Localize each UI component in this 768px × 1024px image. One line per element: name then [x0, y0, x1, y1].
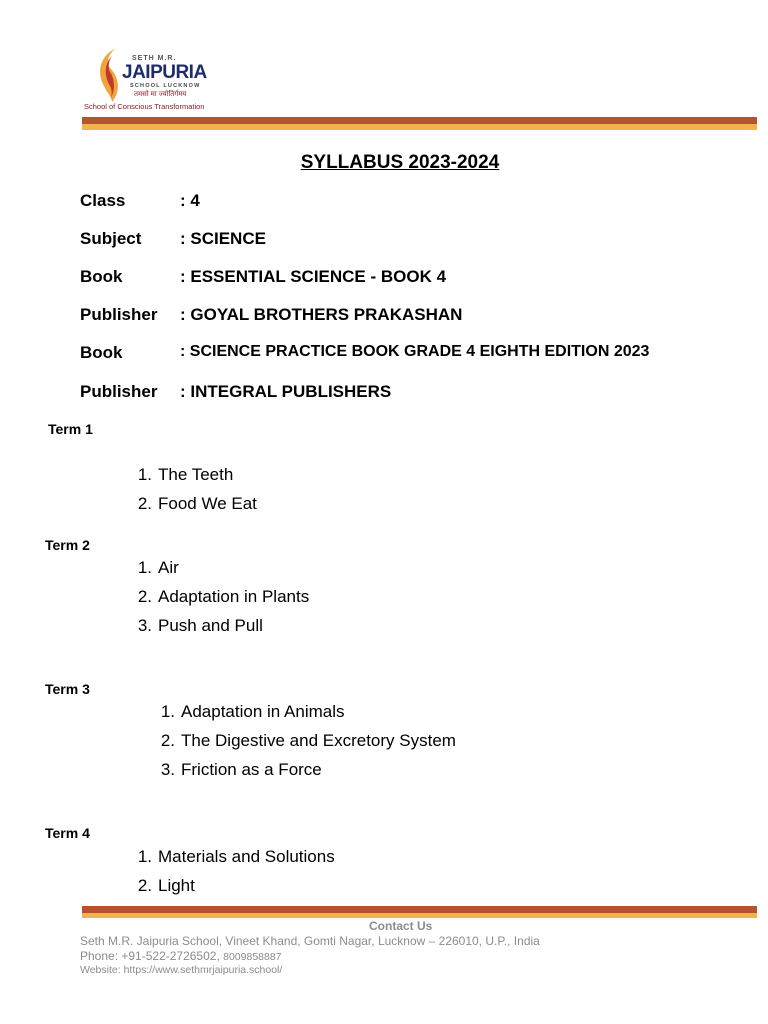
header-band-light	[82, 124, 757, 130]
logo-top-text: SETH M.R.	[132, 55, 177, 62]
footer-phone	[80, 949, 282, 963]
list-item-number: 1.	[160, 702, 175, 721]
list-item-text: The Digestive and Excretory System	[181, 731, 456, 750]
school-logo	[82, 46, 222, 116]
field-value-publisher-2: : INTEGRAL PUBLISHERS	[180, 382, 392, 401]
term-1-heading: Term 1	[48, 421, 93, 437]
field-label-class: Class	[80, 191, 126, 210]
logo-name: JAIPURIA	[122, 62, 207, 83]
list-item	[153, 702, 345, 722]
header-band-dark	[82, 117, 757, 124]
field-value-class: : 4	[180, 191, 200, 210]
footer-phone-main: Phone: +91-522-2726502,	[80, 949, 224, 963]
list-item	[153, 731, 456, 751]
field-label-publisher-2: Publisher	[80, 382, 158, 401]
footer-band-dark	[82, 906, 757, 913]
list-item-text: Friction as a Force	[181, 760, 322, 779]
list-item-number: 3.	[137, 616, 152, 635]
list-item	[130, 587, 309, 607]
list-item-number: 2.	[137, 494, 152, 513]
list-item-number: 1.	[137, 465, 152, 484]
list-item-number: 3.	[160, 760, 175, 779]
field-label-publisher-1: Publisher	[80, 305, 158, 324]
contact-heading: Contact Us	[369, 919, 433, 933]
list-item-number: 2.	[137, 876, 152, 895]
field-label-subject: Subject	[80, 229, 142, 248]
list-item-text: Adaptation in Plants	[158, 587, 310, 606]
list-item	[130, 494, 257, 514]
logo-tagline: School of Conscious Transformation	[84, 102, 205, 111]
list-item-text: Air	[158, 558, 179, 577]
term-4-heading: Term 4	[45, 825, 90, 841]
field-value-subject: : SCIENCE	[180, 229, 266, 248]
footer-website[interactable]: Website: https://www.sethmrjaipuria.school/	[80, 964, 283, 976]
list-item	[130, 465, 233, 485]
field-value-book-2: : SCIENCE PRACTICE BOOK GRADE 4 EIGHTH EDITION 2023	[180, 343, 650, 360]
list-item-text: Materials and Solutions	[158, 847, 335, 866]
list-item-number: 1.	[137, 558, 152, 577]
list-item	[130, 558, 179, 578]
field-value-publisher-1: : GOYAL BROTHERS PRAKASHAN	[180, 305, 463, 324]
list-item	[153, 760, 322, 780]
logo-hindi-motto: तमसो मा ज्योतिर्गमय	[134, 91, 187, 98]
list-item-text: Food We Eat	[158, 494, 257, 513]
list-item	[130, 616, 263, 636]
page-title-text: SYLLABUS 2023-2024	[300, 152, 500, 173]
list-item-text: The Teeth	[158, 465, 234, 484]
field-label-book-2: Book	[80, 343, 123, 362]
list-item-number: 1.	[137, 847, 152, 866]
list-item-text: Push and Pull	[158, 616, 263, 635]
list-item-number: 2.	[137, 587, 152, 606]
list-item-text: Light	[158, 876, 195, 895]
footer-band-light	[82, 913, 757, 918]
footer-address: Seth M.R. Jaipuria School, Vineet Khand, Gomti Nagar, Lucknow – 226010, U.P., India	[80, 934, 540, 948]
logo-subtitle: SCHOOL LUCKNOW	[130, 83, 201, 89]
field-value-book-1: : ESSENTIAL SCIENCE - BOOK 4	[180, 267, 447, 286]
field-label-book-1: Book	[80, 267, 123, 286]
list-item	[130, 847, 335, 867]
list-item-text: Adaptation in Animals	[181, 702, 345, 721]
term-3-heading: Term 3	[45, 681, 90, 697]
footer-phone-alt: 8009858887	[223, 951, 282, 963]
list-item-number: 2.	[160, 731, 175, 750]
term-2-heading: Term 2	[45, 537, 90, 553]
page-title	[0, 152, 768, 174]
list-item	[130, 876, 195, 896]
